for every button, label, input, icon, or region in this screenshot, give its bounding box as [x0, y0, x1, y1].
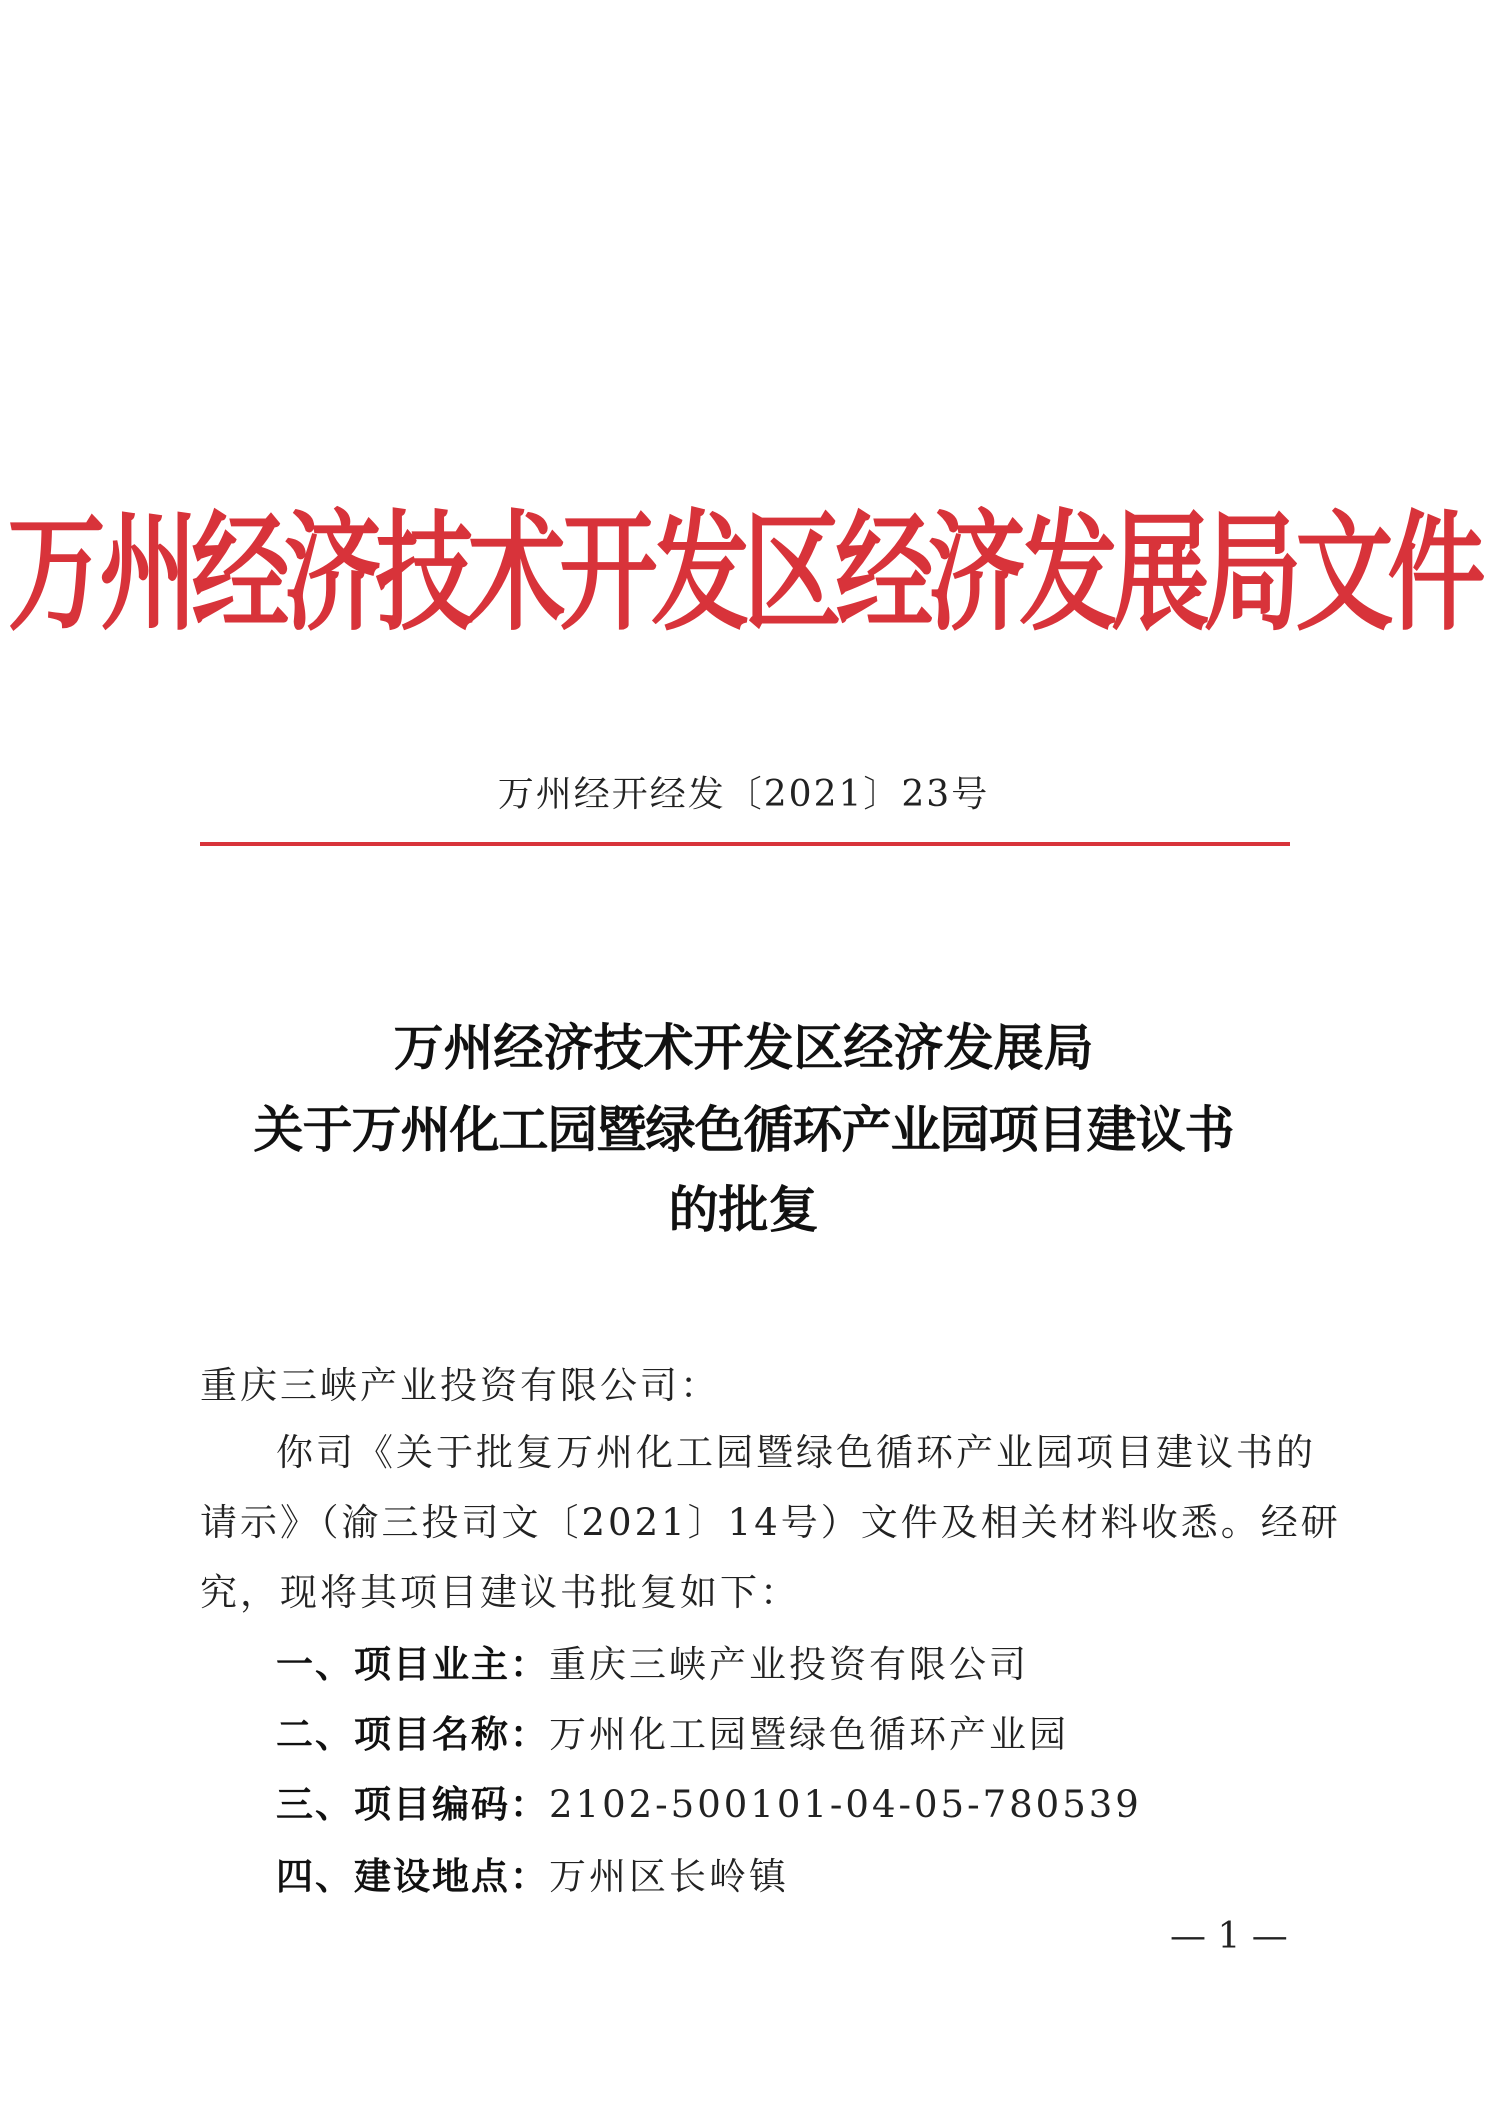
- item-label: 三、项目编码：: [276, 1783, 549, 1826]
- document-title-line-3: 的批复: [668, 1181, 819, 1239]
- item-project-owner: [276, 1634, 1029, 1688]
- item-label: 四、建设地点：: [276, 1855, 549, 1898]
- page-number: — 1 —: [1170, 1916, 1288, 1957]
- item-value: 2102-500101-04-05-780539: [549, 1783, 1142, 1826]
- item-project-name: [276, 1704, 1069, 1758]
- salutation: 重庆三峡产业投资有限公司：: [200, 1364, 720, 1407]
- document-number: 万州经开经发〔2021〕23号: [497, 774, 990, 815]
- item-construction-site: [276, 1846, 789, 1900]
- item-label: 二、项目名称：: [276, 1713, 549, 1756]
- document-title-line-1: 万州经济技术开发区经济发展局: [393, 1019, 1094, 1077]
- item-value: 万州化工园暨绿色循环产业园: [549, 1713, 1069, 1756]
- item-label: 一、项目业主：: [276, 1643, 549, 1686]
- issuing-authority-header: 万州经济技术开发区经济发展局文件: [7, 499, 1480, 650]
- red-divider-line: [200, 842, 1290, 846]
- item-value: 万州区长岭镇: [549, 1855, 789, 1898]
- paragraph-line-3: 究，现将其项目建议书批复如下：: [200, 1571, 800, 1614]
- paragraph-line-1: 你司《关于批复万州化工园暨绿色循环产业园项目建议书的: [276, 1431, 1316, 1474]
- paragraph-line-2: 请示》（渝三投司文〔2021〕14号）文件及相关材料收悉。经研: [200, 1501, 1341, 1544]
- item-value: 重庆三峡产业投资有限公司: [549, 1643, 1029, 1686]
- item-project-code: [276, 1774, 1142, 1828]
- document-title-line-2: 关于万州化工园暨绿色循环产业园项目建议书: [253, 1101, 1234, 1159]
